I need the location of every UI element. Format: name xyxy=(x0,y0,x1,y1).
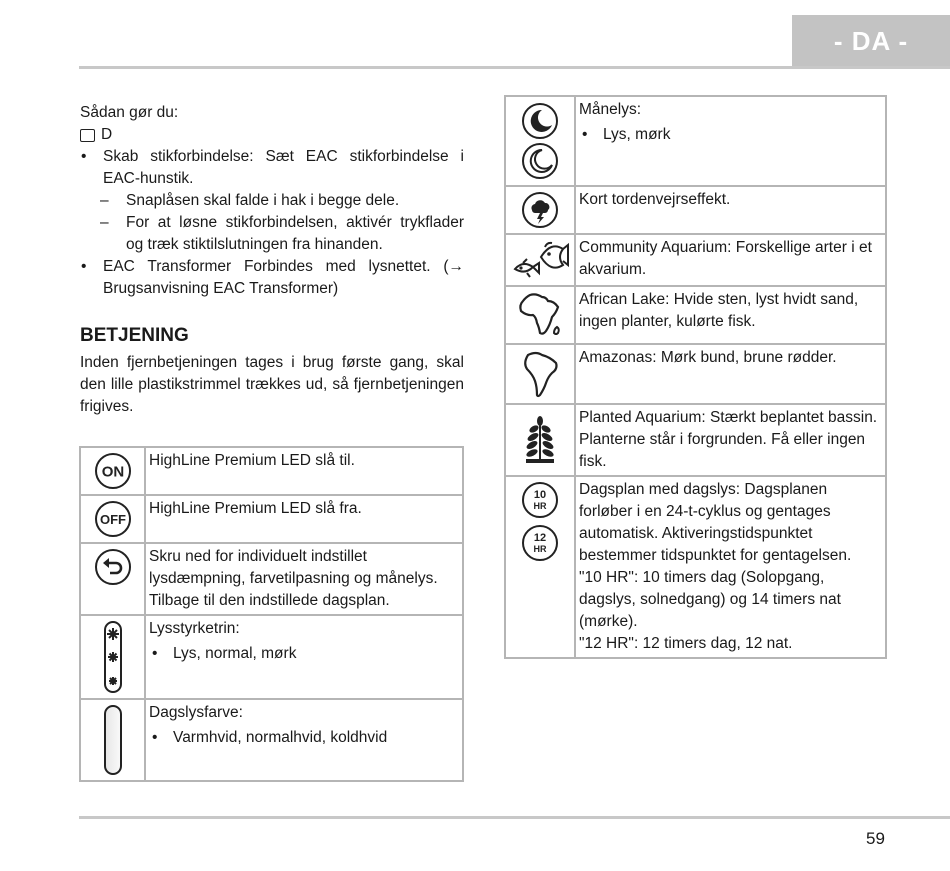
icon-cell xyxy=(505,476,575,658)
svg-text:ON: ON xyxy=(101,463,124,481)
list-item-text: EAC Transformer Forbindes med lysnettet. (→ Brugsanvisning EAC Transformer) xyxy=(103,258,464,297)
table-row xyxy=(505,234,886,286)
checkbox-icon xyxy=(80,129,95,142)
thunderstorm-icon xyxy=(521,191,559,229)
table-row xyxy=(505,186,886,234)
sub-list-item xyxy=(80,212,464,256)
off-button-icon xyxy=(94,500,132,538)
light-modes-table xyxy=(504,95,887,659)
description-cell: Kort tordenvejrseffekt. xyxy=(575,186,886,234)
list-item xyxy=(579,124,882,146)
icon-cell xyxy=(80,615,145,699)
dash-icon: – xyxy=(100,192,109,209)
description-cell: HighLine Premium LED slå til. xyxy=(145,447,463,495)
cell-title: Dagslysfarve: xyxy=(149,704,243,721)
bullet-icon: • xyxy=(81,258,87,275)
description-cell xyxy=(145,699,463,781)
description-cell xyxy=(575,476,886,658)
footer-divider xyxy=(79,816,950,819)
return-arrow-icon xyxy=(94,548,132,586)
icon-cell xyxy=(505,96,575,186)
bullet-icon: • xyxy=(81,148,87,165)
svg-text:OFF: OFF xyxy=(99,512,126,527)
section-paragraph: Inden fjernbetjeningen tages i brug første gang, skal den lille plastikstrimmel trækkes ud, så fjernbetjeningen frigives. xyxy=(80,354,464,415)
intro-text: Sådan gør du: xyxy=(80,104,179,121)
remote-buttons-table xyxy=(79,446,464,782)
table-row xyxy=(505,96,886,186)
table-row xyxy=(80,447,463,495)
list-item xyxy=(149,643,459,665)
sub-list-item-text: For at løsne stikforbindelsen, aktivér trykflader og træk stiktilslutningen fra hinanden. xyxy=(126,214,464,253)
description-cell: HighLine Premium LED slå fra. xyxy=(145,495,463,543)
table-row xyxy=(505,344,886,404)
icon-cell xyxy=(505,234,575,286)
on-button-icon xyxy=(94,452,132,490)
day-plan-icon xyxy=(521,481,559,563)
table-row xyxy=(80,495,463,543)
icon-cell xyxy=(80,447,145,495)
description-cell: African Lake: Hvide sten, lyst hvidt sand, ingen planter, kulørte fisk. xyxy=(575,286,886,344)
table-row xyxy=(505,286,886,344)
dash-icon: – xyxy=(100,214,109,231)
page-number: 59 xyxy=(866,829,885,848)
list-item-text: Skab stikforbindelse: Sæt EAC stikforbindelse i EAC-hunstik. xyxy=(103,148,464,187)
list-item xyxy=(80,256,464,300)
icon-cell xyxy=(505,344,575,404)
south-america-map-icon xyxy=(520,349,560,399)
sub-list-item-text: Snaplåsen skal falde i hak i begge dele. xyxy=(126,192,400,209)
list-item-text: Lys, mørk xyxy=(603,126,671,143)
checkbox-label: D xyxy=(101,126,113,143)
cell-paragraph: "12 HR": 12 timers dag, 12 nat. xyxy=(579,635,793,652)
fish-icon xyxy=(511,239,569,281)
description-cell: Amazonas: Mørk bund, brune rødder. xyxy=(575,344,886,404)
list-item-text: Varmhvid, normalhvid, koldhvid xyxy=(173,729,388,746)
icon-cell xyxy=(505,186,575,234)
moon-icon xyxy=(520,101,560,181)
list-item-text: Lys, normal, mørk xyxy=(173,645,297,662)
bullet-icon: • xyxy=(582,126,588,143)
list-item xyxy=(149,727,459,749)
sub-list-item xyxy=(80,190,464,212)
cell-title: Lysstyrketrin: xyxy=(149,620,240,637)
left-column xyxy=(80,102,464,418)
cell-title: Månelys: xyxy=(579,101,642,118)
description-cell: Skru ned for individuelt indstillet lysdæmpning, farvetilpasning og månelys. Tilbage til den indstillede dagsplan. xyxy=(145,543,463,615)
description-cell xyxy=(145,615,463,699)
cell-paragraph: Dagsplan med dagslys: Dagsplanen forløber i en 24-t-cyklus og gentages automatisk. Aktiveringstidspunktet bestemmer tidspunktet for gentagelsen. xyxy=(579,481,852,564)
color-slider-icon xyxy=(103,704,123,776)
icon-cell xyxy=(80,495,145,543)
description-cell: Community Aquarium: Forskellige arter i et akvarium. xyxy=(575,234,886,286)
bullet-icon: • xyxy=(152,645,158,662)
svg-text:HR: HR xyxy=(533,501,547,511)
icon-cell xyxy=(505,404,575,476)
header-divider xyxy=(79,66,950,69)
africa-map-icon xyxy=(516,291,564,339)
table-row xyxy=(80,699,463,781)
description-cell: Planted Aquarium: Stærkt beplantet bassin. Planterne står i forgrunden. Få eller ingen fisk. xyxy=(575,404,886,476)
cell-paragraph: "10 HR": 10 timers dag (Solopgang, dagslys, solnedgang) og 14 timers nat (mørke). xyxy=(579,569,841,630)
table-row xyxy=(80,543,463,615)
table-row xyxy=(505,404,886,476)
table-row xyxy=(80,615,463,699)
bullet-icon: • xyxy=(152,729,158,746)
table-row xyxy=(505,476,886,658)
checkbox-line xyxy=(80,124,464,146)
plant-icon xyxy=(522,415,558,465)
list-item xyxy=(80,146,464,190)
svg-text:12: 12 xyxy=(533,532,547,544)
language-tab: - DA - xyxy=(792,15,950,67)
section-heading: BETJENING xyxy=(80,325,189,346)
icon-cell xyxy=(80,699,145,781)
svg-text:HR: HR xyxy=(533,544,547,554)
icon-cell xyxy=(505,286,575,344)
description-cell xyxy=(575,96,886,186)
svg-text:10: 10 xyxy=(533,489,547,501)
brightness-slider-icon xyxy=(103,620,123,694)
icon-cell xyxy=(80,543,145,615)
